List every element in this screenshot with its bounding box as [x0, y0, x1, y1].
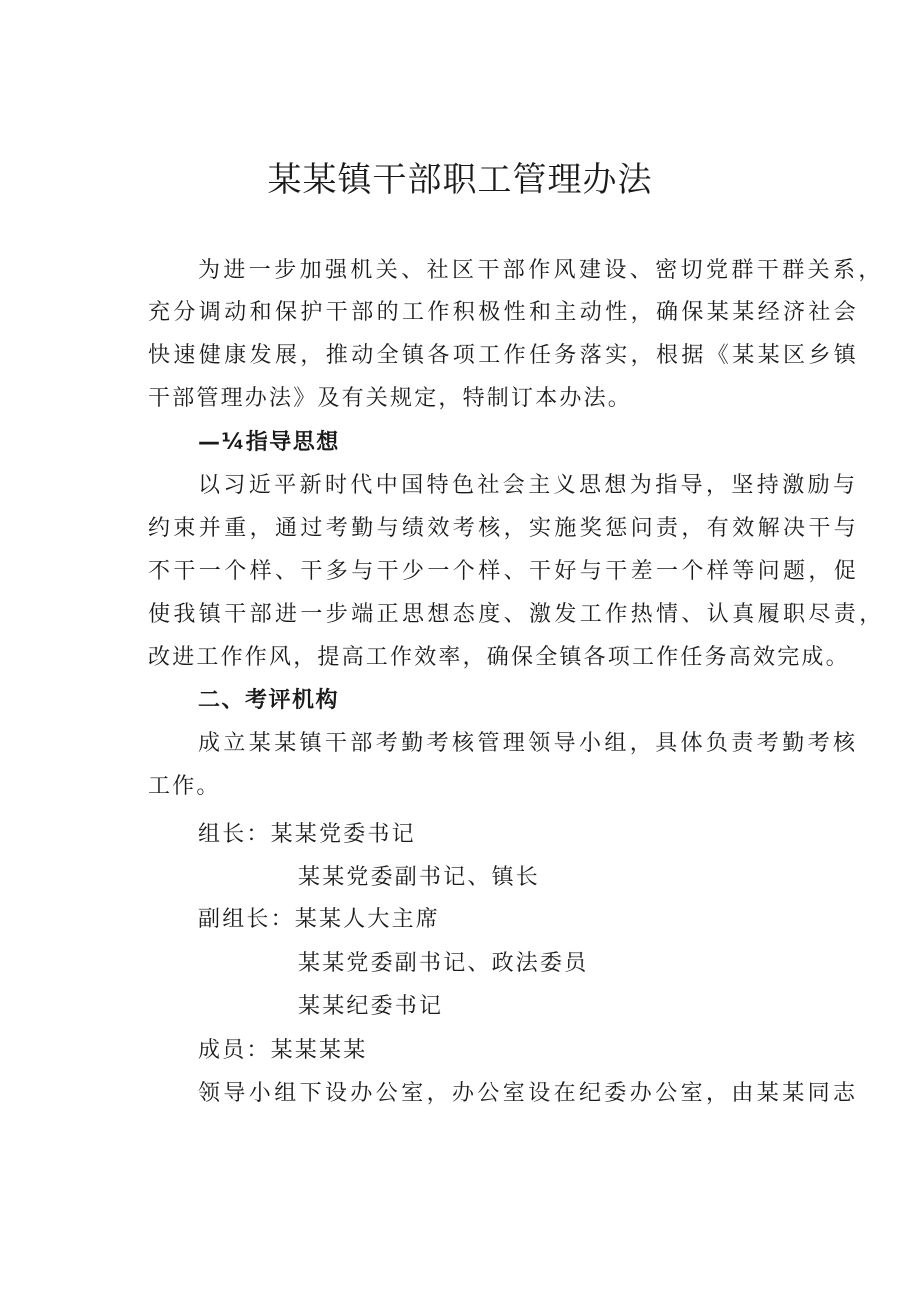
intro-line-3: 快速健康发展，推动全镇各项工作任务落实，根据《某某区乡镇 — [148, 343, 860, 368]
section1-line-5: 改进工作作风，提高工作效率，确保全镇各项工作任务高效完成。 — [148, 645, 850, 670]
deputy-line-2: 某某党委副书记、政法委员 — [298, 951, 589, 976]
section2-heading: 二、考评机构 — [198, 688, 340, 713]
section1-heading: —¼指导思想 — [198, 430, 340, 455]
section2-line-1: 成立某某镇干部考勤考核管理领导小组，具体负责考勤考核 — [198, 731, 859, 756]
intro-line-1: 为进一步加强机关、社区干部作风建设、密切党群干群关系， — [198, 258, 884, 283]
section1-line-3: 不干一个样、干多与干少一个样、干好与干差一个样等问题，促 — [148, 559, 860, 584]
section2-line-2: 工作。 — [148, 774, 221, 799]
deputy-line-3: 某某纪委书记 — [298, 994, 444, 1019]
leader-line-2: 某某党委副书记、镇长 — [298, 865, 541, 890]
section1-line-4: 使我镇干部进一步端正思想态度、激发工作热情、认真履职尽责， — [148, 602, 885, 627]
section1-line-1: 以习近平新时代中国特色社会主义思想为指导，坚持激励与 — [198, 473, 859, 498]
office-line: 领导小组下设办公室，办公室设在纪委办公室，由某某同志 — [198, 1081, 859, 1106]
intro-line-2: 充分调动和保护干部的工作积极性和主动性，确保某某经济社会 — [148, 300, 860, 325]
members-line: 成员：某某某某 — [198, 1038, 368, 1063]
deputy-line: 副组长：某某人大主席 — [198, 907, 441, 932]
intro-line-4: 干部管理办法》及有关规定，特制订本办法。 — [148, 386, 633, 411]
section1-line-2: 约束并重，通过考勤与绩效考核，实施奖惩问责，有效解决干与 — [148, 516, 860, 541]
document-title: 某某镇干部职工管理办法 — [267, 160, 653, 200]
leader-line: 组长：某某党委书记 — [198, 822, 416, 847]
